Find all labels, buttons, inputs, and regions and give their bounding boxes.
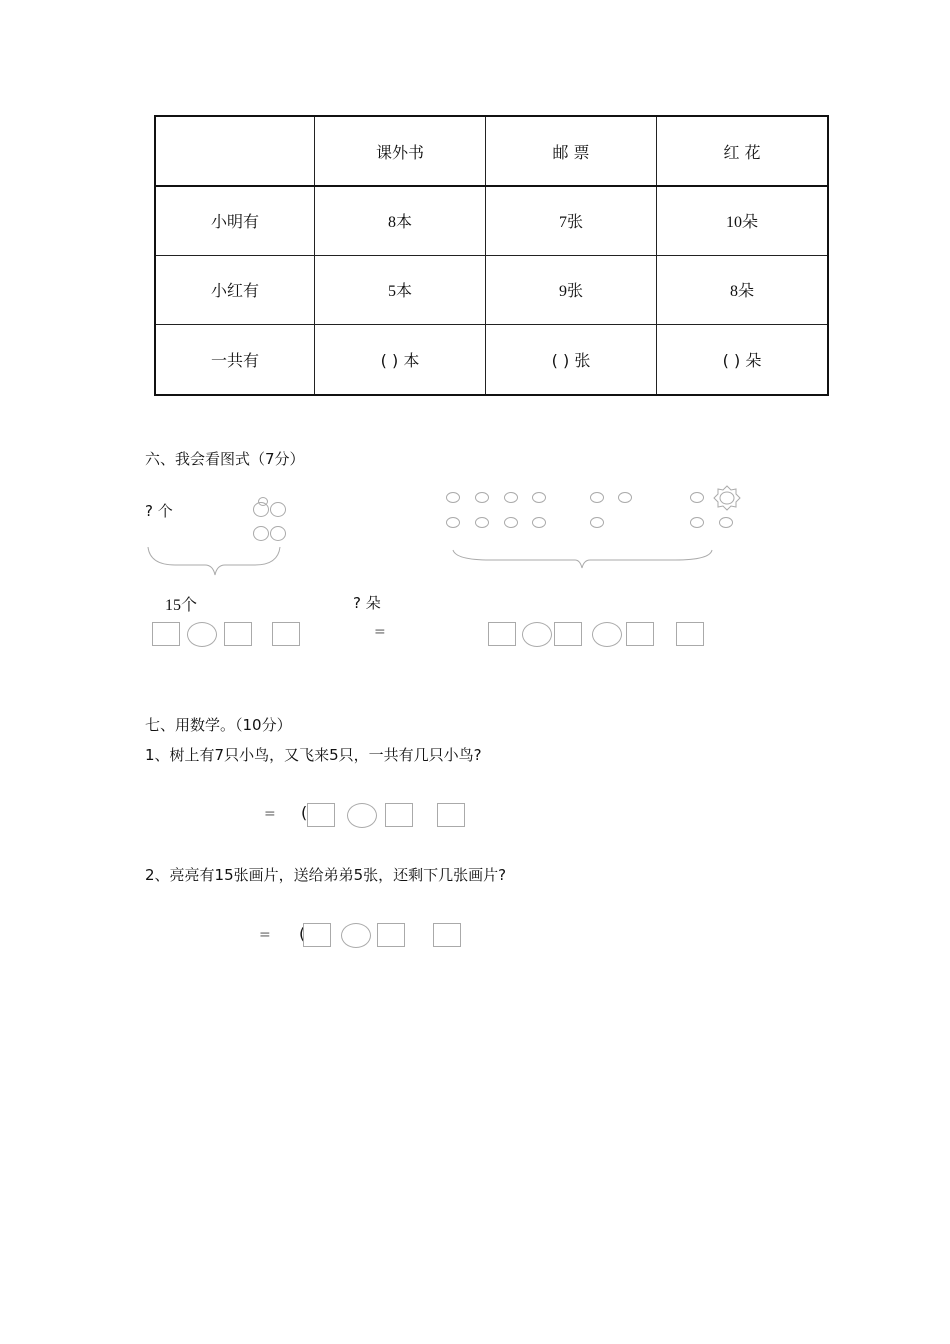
- answer-box[interactable]: [626, 622, 654, 646]
- header-flowers: 红 花: [657, 116, 829, 186]
- equals-sign: =: [259, 927, 271, 943]
- answer-box[interactable]: [303, 923, 331, 947]
- table-corner: [155, 116, 315, 186]
- circle-icon: [590, 517, 604, 528]
- row-label: 一共有: [155, 324, 315, 395]
- cell: 8本: [315, 186, 486, 255]
- answer-box[interactable]: [488, 622, 516, 646]
- circle-icon: [258, 497, 268, 506]
- operator-circle[interactable]: [592, 622, 622, 647]
- circle-icon: [690, 492, 704, 503]
- circle-icon: [719, 517, 733, 528]
- brace-icon: [450, 548, 715, 570]
- header-books: 课外书: [315, 116, 486, 186]
- section7-title: 七、用数学。（10分）: [145, 716, 292, 734]
- cell: 8朵: [657, 255, 829, 324]
- circle-icon: [253, 526, 269, 541]
- circle-icon: [446, 517, 460, 528]
- circle-icon: [590, 492, 604, 503]
- operator-circle[interactable]: [522, 622, 552, 647]
- paren: (: [301, 803, 308, 822]
- circle-icon: [690, 517, 704, 528]
- operator-circle[interactable]: [347, 803, 377, 828]
- answer-box[interactable]: [385, 803, 413, 827]
- cell: 9张: [486, 255, 657, 324]
- answer-box[interactable]: [676, 622, 704, 646]
- data-table: [154, 115, 829, 396]
- left-total: 15个: [165, 597, 198, 614]
- answer-box[interactable]: [272, 622, 300, 646]
- circle-icon: [504, 492, 518, 503]
- left-question: ? 个: [145, 502, 173, 520]
- question-2: 2、亮亮有15张画片，送给弟弟5张，还剩下几张画片?: [145, 866, 507, 884]
- answer-cell[interactable]: ( ) 朵: [657, 324, 829, 395]
- answer-box[interactable]: [377, 923, 405, 947]
- circle-icon: [446, 492, 460, 503]
- row-label: 小红有: [155, 255, 315, 324]
- brace-icon: [145, 545, 285, 577]
- answer-box[interactable]: [152, 622, 180, 646]
- cell: 5本: [315, 255, 486, 324]
- cell: 10朵: [657, 186, 829, 255]
- table-row: [155, 255, 828, 324]
- question-1: 1、树上有7只小鸟，又飞来5只，一共有几只小鸟?: [145, 746, 482, 764]
- equals-sign: =: [374, 624, 386, 640]
- equals-sign: =: [264, 806, 276, 822]
- circle-icon: [475, 517, 489, 528]
- circle-icon: [504, 517, 518, 528]
- right-question: ? 朵: [353, 594, 381, 612]
- answer-box[interactable]: [224, 622, 252, 646]
- operator-circle[interactable]: [341, 923, 371, 948]
- row-label: 小明有: [155, 186, 315, 255]
- sun-icon: [712, 485, 742, 511]
- answer-box[interactable]: [437, 803, 465, 827]
- circle-icon: [532, 517, 546, 528]
- header-stamps: 邮 票: [486, 116, 657, 186]
- circle-icon: [618, 492, 632, 503]
- answer-cell[interactable]: ( ) 本: [315, 324, 486, 395]
- table-row: [155, 324, 828, 395]
- circle-icon: [532, 492, 546, 503]
- answer-box[interactable]: [433, 923, 461, 947]
- circle-icon: [475, 492, 489, 503]
- answer-cell[interactable]: ( ) 张: [486, 324, 657, 395]
- circle-icon: [270, 526, 286, 541]
- answer-box[interactable]: [307, 803, 335, 827]
- operator-circle[interactable]: [187, 622, 217, 647]
- answer-box[interactable]: [554, 622, 582, 646]
- section6-title: 六、我会看图式（7分）: [145, 450, 305, 468]
- cell: 7张: [486, 186, 657, 255]
- circle-icon: [270, 502, 286, 517]
- table-row: [155, 186, 828, 255]
- paren: (: [299, 924, 306, 943]
